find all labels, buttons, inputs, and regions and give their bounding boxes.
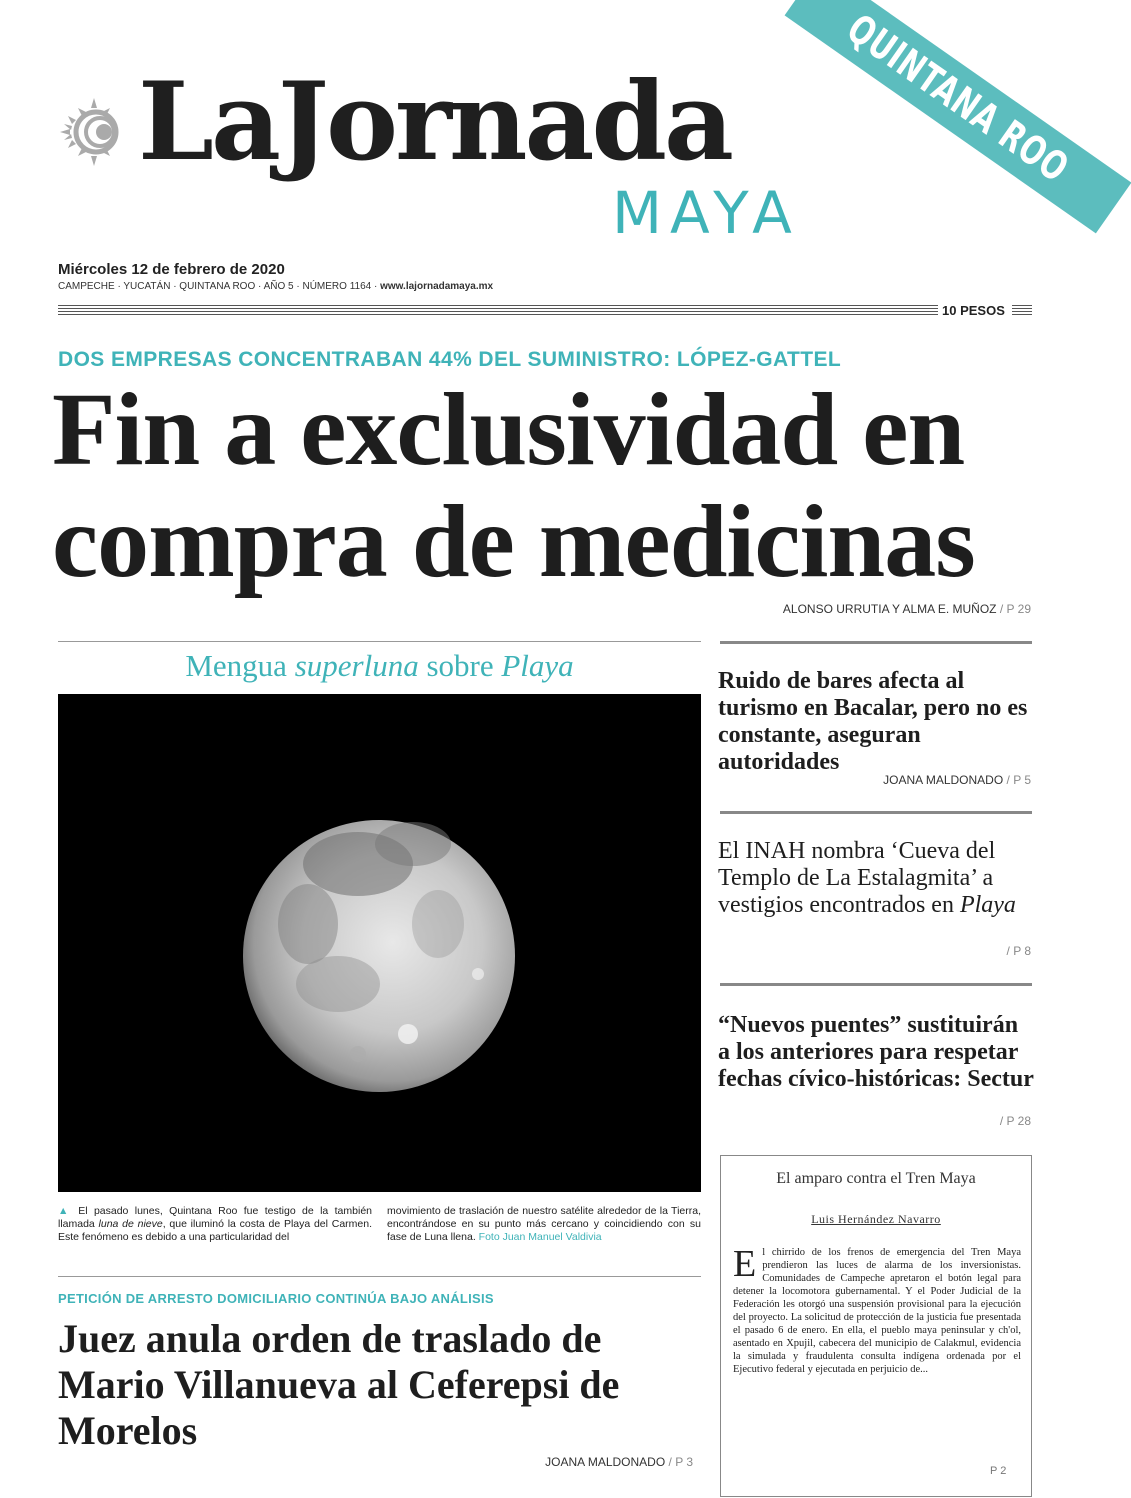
- sidebar-story3-headline[interactable]: “Nuevos puentes” sustituirán a los anteriores para respetar fechas cívico-históricas: Sectur: [718, 1012, 1034, 1092]
- sidebar-story1-page: P 5: [1013, 773, 1031, 787]
- edition-ribbon: [785, 0, 1131, 233]
- caption-marker-icon: ▲: [58, 1205, 72, 1217]
- opinion-page: P 2: [990, 1465, 1007, 1477]
- sidebar-story1-byline: JOANA MALDONADO / P 5: [883, 773, 1031, 787]
- lead-byline: ALONSO URRUTIA Y ALMA E. MUÑOZ / P 29: [782, 602, 1031, 616]
- moon-image: [58, 694, 701, 1192]
- sidebar-story3-byline: / P 28: [999, 1114, 1031, 1128]
- photo-credit: Foto Juan Manuel Valdivia: [478, 1231, 602, 1243]
- story2-top-rule: [58, 1276, 701, 1277]
- sidebar-story1-headline[interactable]: Ruido de bares afecta al turismo en Bacalar, pero no es constante, aseguran autoridades: [718, 668, 1028, 775]
- sidebar-rule-2: [720, 811, 1032, 814]
- sidebar-story2-headline[interactable]: El INAH nombra ‘Cueva del Templo de La Estalagmita’ a vestigios encontrados en Playa: [718, 838, 1016, 918]
- moon-photo[interactable]: [58, 694, 701, 1192]
- story2-page: P 3: [675, 1455, 693, 1469]
- photo-top-rule: [58, 641, 701, 642]
- sidebar-rule-3: [720, 983, 1032, 986]
- opinion-title: El amparo contra el Tren Maya: [776, 1170, 976, 1187]
- lead-author: ALONSO URRUTIA Y ALMA E. MUÑOZ: [782, 602, 997, 616]
- issue-date: Miércoles 12 de febrero de 2020: [58, 261, 285, 278]
- lead-page: P 29: [1006, 602, 1031, 616]
- sidebar-story2-byline: / P 8: [1006, 944, 1031, 958]
- photo-title: Mengua superluna sobre Playa: [185, 648, 574, 683]
- price-label: 10 PESOS: [942, 303, 1005, 318]
- lead-kicker: DOS EMPRESAS CONCENTRABAN 44% DEL SUMINISTRO: LÓPEZ-GATTEL: [58, 348, 842, 371]
- lead-headline[interactable]: Fin a exclusividad en compra de medicinas: [52, 372, 975, 599]
- website-link[interactable]: www.lajornadamaya.mx: [380, 281, 494, 292]
- edition-text: CAMPECHE · YUCATÁN · QUINTANA ROO · AÑO 5 · NÚMERO 1164 ·: [58, 281, 381, 292]
- opinion-author: Luis Hernández Navarro: [811, 1212, 941, 1226]
- photo-caption-col1: ▲ El pasado lunes, Quintana Roo fue testigo de la también llamada luna de nieve, que iluminó la costa de Playa del Carmen. Este fenómeno es debido a una particularidad del: [58, 1205, 373, 1243]
- story2-headline[interactable]: Juez anula orden de traslado de Mario Villanueva al Ceferepsi de Morelos: [58, 1316, 620, 1453]
- masthead-rule-right: [1012, 305, 1032, 315]
- edition-info: [58, 281, 493, 292]
- sidebar-story3-page: P 28: [1006, 1114, 1031, 1128]
- opinion-text: El chirrido de los frenos de emergencia del Tren Maya prendieron las luces de alarma de los inversionistas. Comunidades de Campeche apretaron el botón legal para detener la locomotora gubernamental. Y el Poder Judicial de la Federación les otorgó una suspensión provisional para la ejecución del proyecto. La solicitud de protección de la justicia fue presentada el pasado 6 de enero. En ella, el pueblo maya peninsular y ch'ol, asentado en Xpujil, cabecera del municipio de Calakmul, evidencia la simulada y fraudulenta consulta indígena ordenada por el Ejecutivo federal y ejecutada en perjuicio de...: [733, 1243, 1021, 1375]
- photo-caption-col2: movimiento de traslación de nuestro satélite alrededor de la Tierra, encontrándose en su punto más cercano y coincidiendo con su fase de Luna llena. Foto Juan Manuel Valdivia: [387, 1205, 701, 1243]
- story2-kicker: PETICIÓN DE ARRESTO DOMICILIARIO CONTINÚA BAJO ANÁLISIS: [58, 1291, 494, 1306]
- logo-wordmark: LaJornada: [138, 59, 731, 185]
- story2-byline: JOANA MALDONADO / P 3: [545, 1455, 693, 1469]
- story2-author: JOANA MALDONADO: [545, 1455, 666, 1469]
- ribbon-label: QUINTANA ROO: [838, 5, 1078, 193]
- sidebar-story2-page: P 8: [1013, 944, 1031, 958]
- sidebar-story1-author: JOANA MALDONADO: [883, 773, 1004, 787]
- logo-subtitle: MAYA: [612, 179, 800, 247]
- opinion-dropcap: E: [733, 1243, 757, 1285]
- sidebar-rule-1: [720, 641, 1032, 644]
- sun-logo-icon: [58, 96, 130, 168]
- masthead-rule-left: [58, 305, 938, 315]
